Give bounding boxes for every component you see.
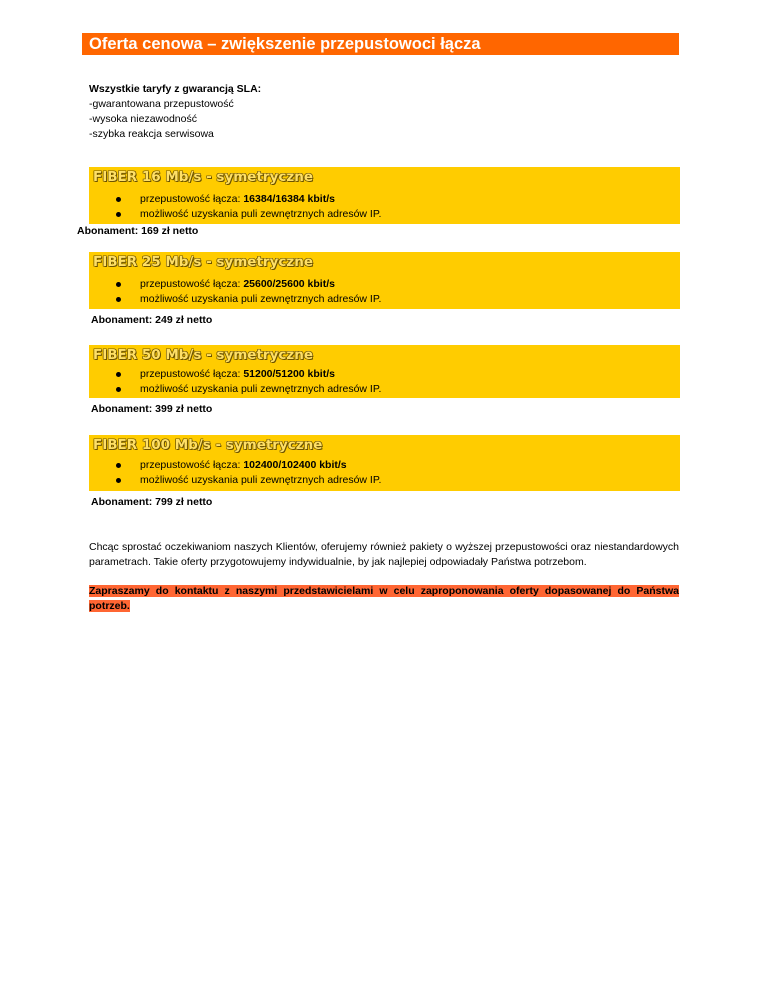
- plan-feature-ip: możliwość uzyskania puli zewnętrznych adresów IP.: [89, 473, 381, 488]
- plan-features: [89, 192, 381, 222]
- plan-title: FIBER 16 Mb/s - symetryczne: [93, 169, 314, 185]
- plan-box-fiber-100: [89, 435, 680, 491]
- plan-title: FIBER 100 Mb/s - symetryczne: [93, 437, 323, 453]
- speed-value: 25600/25600 kbit/s: [243, 278, 335, 290]
- bullet-icon: [116, 297, 121, 302]
- plan-features: [89, 458, 381, 488]
- plan-feature-speed: przepustowość łącza: 51200/51200 kbit/s: [89, 367, 381, 382]
- plan-feature-speed: przepustowość łącza: 25600/25600 kbit/s: [89, 277, 381, 292]
- document-title: Oferta cenowa – zwiększenie przepustowoci łącza: [82, 33, 679, 55]
- plan-price: Abonament: 799 zł netto: [91, 496, 213, 508]
- plan-title: FIBER 50 Mb/s - symetryczne: [93, 347, 314, 363]
- bullet-icon: [116, 212, 121, 217]
- plan-price: Abonament: 249 zł netto: [91, 314, 213, 326]
- plan-price: Abonament: 169 zł netto: [77, 225, 199, 237]
- call-to-action-text: Zapraszamy do kontaktu z naszymi przedstawicielami w celu zaproponowania oferty dopasowanej do Państwa potrzeb.: [89, 585, 679, 612]
- bullet-icon: [116, 197, 121, 202]
- plan-feature-ip: możliwość uzyskania puli zewnętrznych adresów IP.: [89, 207, 381, 222]
- call-to-action: [89, 584, 679, 614]
- plan-feature-ip: możliwość uzyskania puli zewnętrznych adresów IP.: [89, 292, 381, 307]
- sla-intro: [89, 82, 261, 142]
- plan-box-fiber-16: [89, 167, 680, 224]
- plan-feature-speed: przepustowość łącza: 102400/102400 kbit/s: [89, 458, 381, 473]
- plan-box-fiber-25: [89, 252, 680, 309]
- bullet-icon: [116, 372, 121, 377]
- speed-value: 102400/102400 kbit/s: [243, 459, 347, 471]
- bullet-icon: [116, 478, 121, 483]
- closing-paragraph: Chcąc sprostać oczekiwaniom naszych Klientów, oferujemy również pakiety o wyższej przepustowości oraz niestandardowych parametrach. Takie oferty przygotowujemy indywidualnie, by jak najlepiej odpowiadały Państwa potrzebom.: [89, 541, 679, 568]
- plan-title: FIBER 25 Mb/s - symetryczne: [93, 254, 314, 270]
- plan-features: [89, 277, 381, 307]
- speed-value: 16384/16384 kbit/s: [243, 193, 335, 205]
- bullet-icon: [116, 282, 121, 287]
- bullet-icon: [116, 463, 121, 468]
- bullet-icon: [116, 387, 121, 392]
- sla-heading: Wszystkie taryfy z gwarancją SLA:: [89, 83, 262, 95]
- speed-value: 51200/51200 kbit/s: [243, 368, 335, 380]
- plan-features: [89, 367, 381, 397]
- plan-feature-ip: możliwość uzyskania puli zewnętrznych adresów IP.: [89, 382, 381, 397]
- sla-line: -gwarantowana przepustowość: [89, 98, 234, 110]
- plan-feature-speed: przepustowość łącza: 16384/16384 kbit/s: [89, 192, 381, 207]
- sla-line: -szybka reakcja serwisowa: [89, 128, 214, 140]
- plan-box-fiber-50: [89, 345, 680, 398]
- sla-line: -wysoka niezawodność: [89, 113, 197, 125]
- plan-price: Abonament: 399 zł netto: [91, 403, 213, 415]
